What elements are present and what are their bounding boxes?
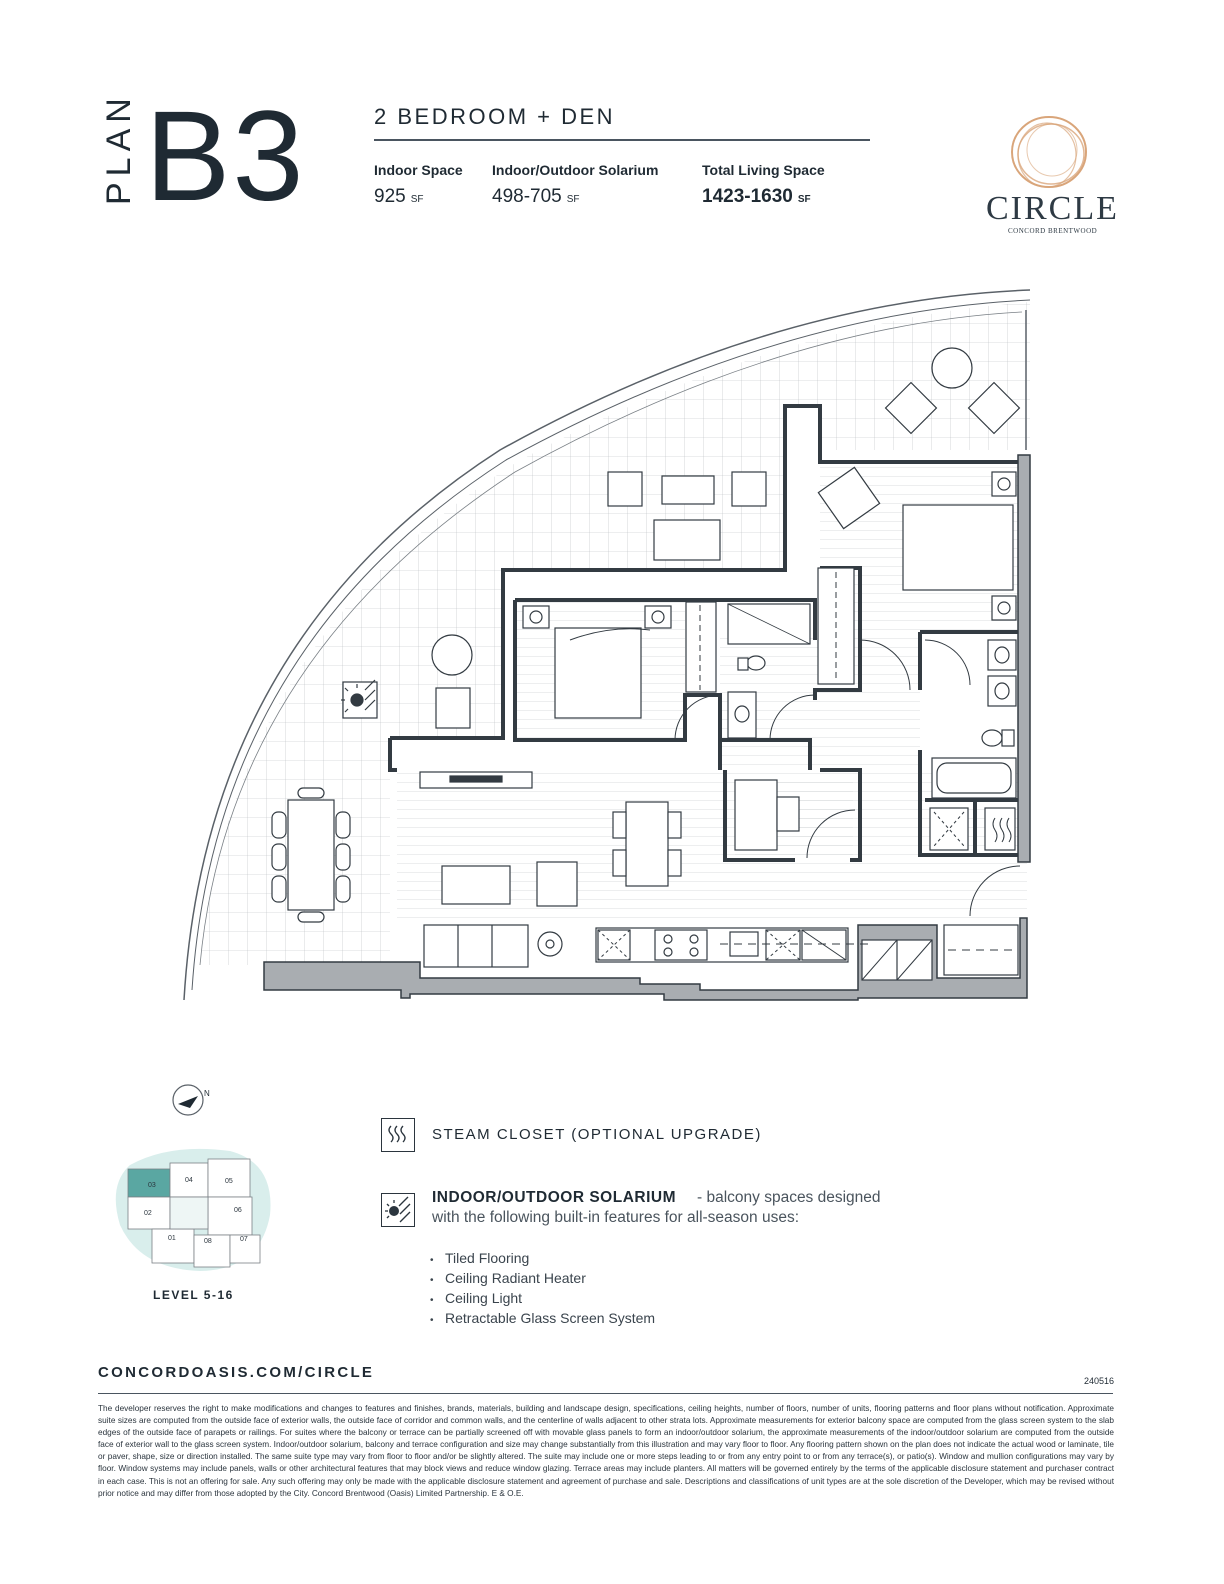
legal-disclaimer: The developer reserves the right to make modifications and changes to features and finishes, brands, materials, building and landscape design, specifications, ceiling heights, number of floors, number of units, flooring patterns and floor plans without notification. Approximate suite sizes are computed from the outside face of exterior walls, the outside face of corridor and common walls, and the centerline of walls adjacent to other strata lots. Approximate measurements for exterior balcony space are computed from the glass screen system to the slab edges of the outside face of parapets or railings. For suites where the balcony or terrace can be partially screened off with movable glass panels to form an indoor/outdoor solarium, the approximate measurements of the indoor/outdoor solarium are computed from the outside face of exterior wall to the glass screen system. Indoor/outdoor solarium, balcony and terrace configuration and size may change substantially from this illustration and may vary floor to floor. Any flooring pattern shown on the plan does not indicate the actual wood or laminate, tile or paver, shape, size or direction installed. The same suite type may vary from floor to floor and/or be slightly altered. The suite may include one or more steps leading to or from any entry point to or from any terrace(s), or patio(s). Window and mullion configurations may vary by floor. Window systems may include panels, walls or other architectural features that may block views and reduce window glazing. Terrace areas may include planters. All matters will be governed entirely by the terms of the applicable disclosure statement and purchaser contract in each case. This is not an offering for sale. Any such offering may only be made with the applicable disclosure statement and agreement of purchase and sale. Descriptions and classifications of unit types are at the sole discretion of the Developer, which may be revised without prior notice and may differ from those adopted by the City. Concord Brentwood (Oasis) Limited Partnership. E & O.E. bbox=[98, 1404, 1114, 1498]
solarium-description-line2: with the following built-in features for all-season uses: bbox=[432, 1209, 800, 1226]
feature-item: • Tiled Flooring bbox=[430, 1248, 655, 1268]
circle-logo-ring-icon bbox=[1005, 110, 1093, 198]
level-label: LEVEL 5-16 bbox=[153, 1288, 234, 1302]
svg-text:N: N bbox=[204, 1089, 210, 1098]
stat-value-solarium bbox=[492, 186, 580, 208]
stat-number-solarium: 498-705 bbox=[492, 186, 562, 207]
stat-unit-total: SF bbox=[797, 194, 811, 205]
keyplan-unit-08: 08 bbox=[204, 1238, 212, 1245]
circle-logo-subtitle: CONCORD BRENTWOOD bbox=[1008, 227, 1098, 235]
feature-item: • Ceiling Radiant Heater bbox=[430, 1268, 655, 1288]
feature-item: • Retractable Glass Screen System bbox=[430, 1308, 655, 1328]
feature-item: • Ceiling Light bbox=[430, 1288, 655, 1308]
stat-value-indoor bbox=[374, 186, 423, 208]
solarium-feature-list bbox=[430, 1248, 655, 1328]
keyplan-map bbox=[110, 1145, 276, 1275]
circle-logo-word: CIRCLE bbox=[986, 190, 1119, 227]
plan-code: B3 bbox=[145, 85, 306, 228]
footer-divider bbox=[98, 1393, 1113, 1394]
north-compass-icon bbox=[170, 1082, 214, 1118]
keyplan-unit-06: 06 bbox=[234, 1207, 242, 1214]
keyplan-unit-04: 04 bbox=[185, 1177, 193, 1184]
solarium-label: INDOOR/OUTDOOR SOLARIUM bbox=[432, 1189, 676, 1206]
stat-number-indoor: 925 bbox=[374, 186, 406, 207]
keyplan-unit-01: 01 bbox=[168, 1235, 176, 1242]
stat-label-total: Total Living Space bbox=[702, 162, 825, 178]
stat-label-solarium: Indoor/Outdoor Solarium bbox=[492, 162, 659, 178]
keyplan-unit-02: 02 bbox=[144, 1210, 152, 1217]
stat-unit-solarium: SF bbox=[566, 194, 580, 205]
stat-unit-indoor: SF bbox=[410, 194, 424, 205]
keyplan-unit-03: 03 bbox=[148, 1182, 156, 1189]
keyplan-unit-05: 05 bbox=[225, 1178, 233, 1185]
steam-closet-label: STEAM CLOSET (OPTIONAL UPGRADE) bbox=[432, 1126, 762, 1143]
document-code: 240516 bbox=[1084, 1376, 1115, 1386]
steam-closet-icon bbox=[381, 1118, 415, 1152]
solarium-description-line1: - balcony spaces designed bbox=[697, 1189, 881, 1206]
title-divider bbox=[374, 139, 870, 141]
plan-word: PLAN bbox=[100, 92, 138, 205]
stat-number-total: 1423-1630 bbox=[702, 186, 793, 207]
keyplan-unit-07: 07 bbox=[240, 1236, 248, 1243]
stat-value-total bbox=[702, 186, 811, 208]
floorplan-drawing bbox=[178, 288, 1038, 1008]
stat-label-indoor: Indoor Space bbox=[374, 162, 463, 178]
unit-type-title: 2 BEDROOM + DEN bbox=[374, 104, 616, 129]
website-link[interactable]: CONCORDOASIS.COM/CIRCLE bbox=[98, 1364, 375, 1381]
solarium-icon bbox=[381, 1193, 415, 1227]
